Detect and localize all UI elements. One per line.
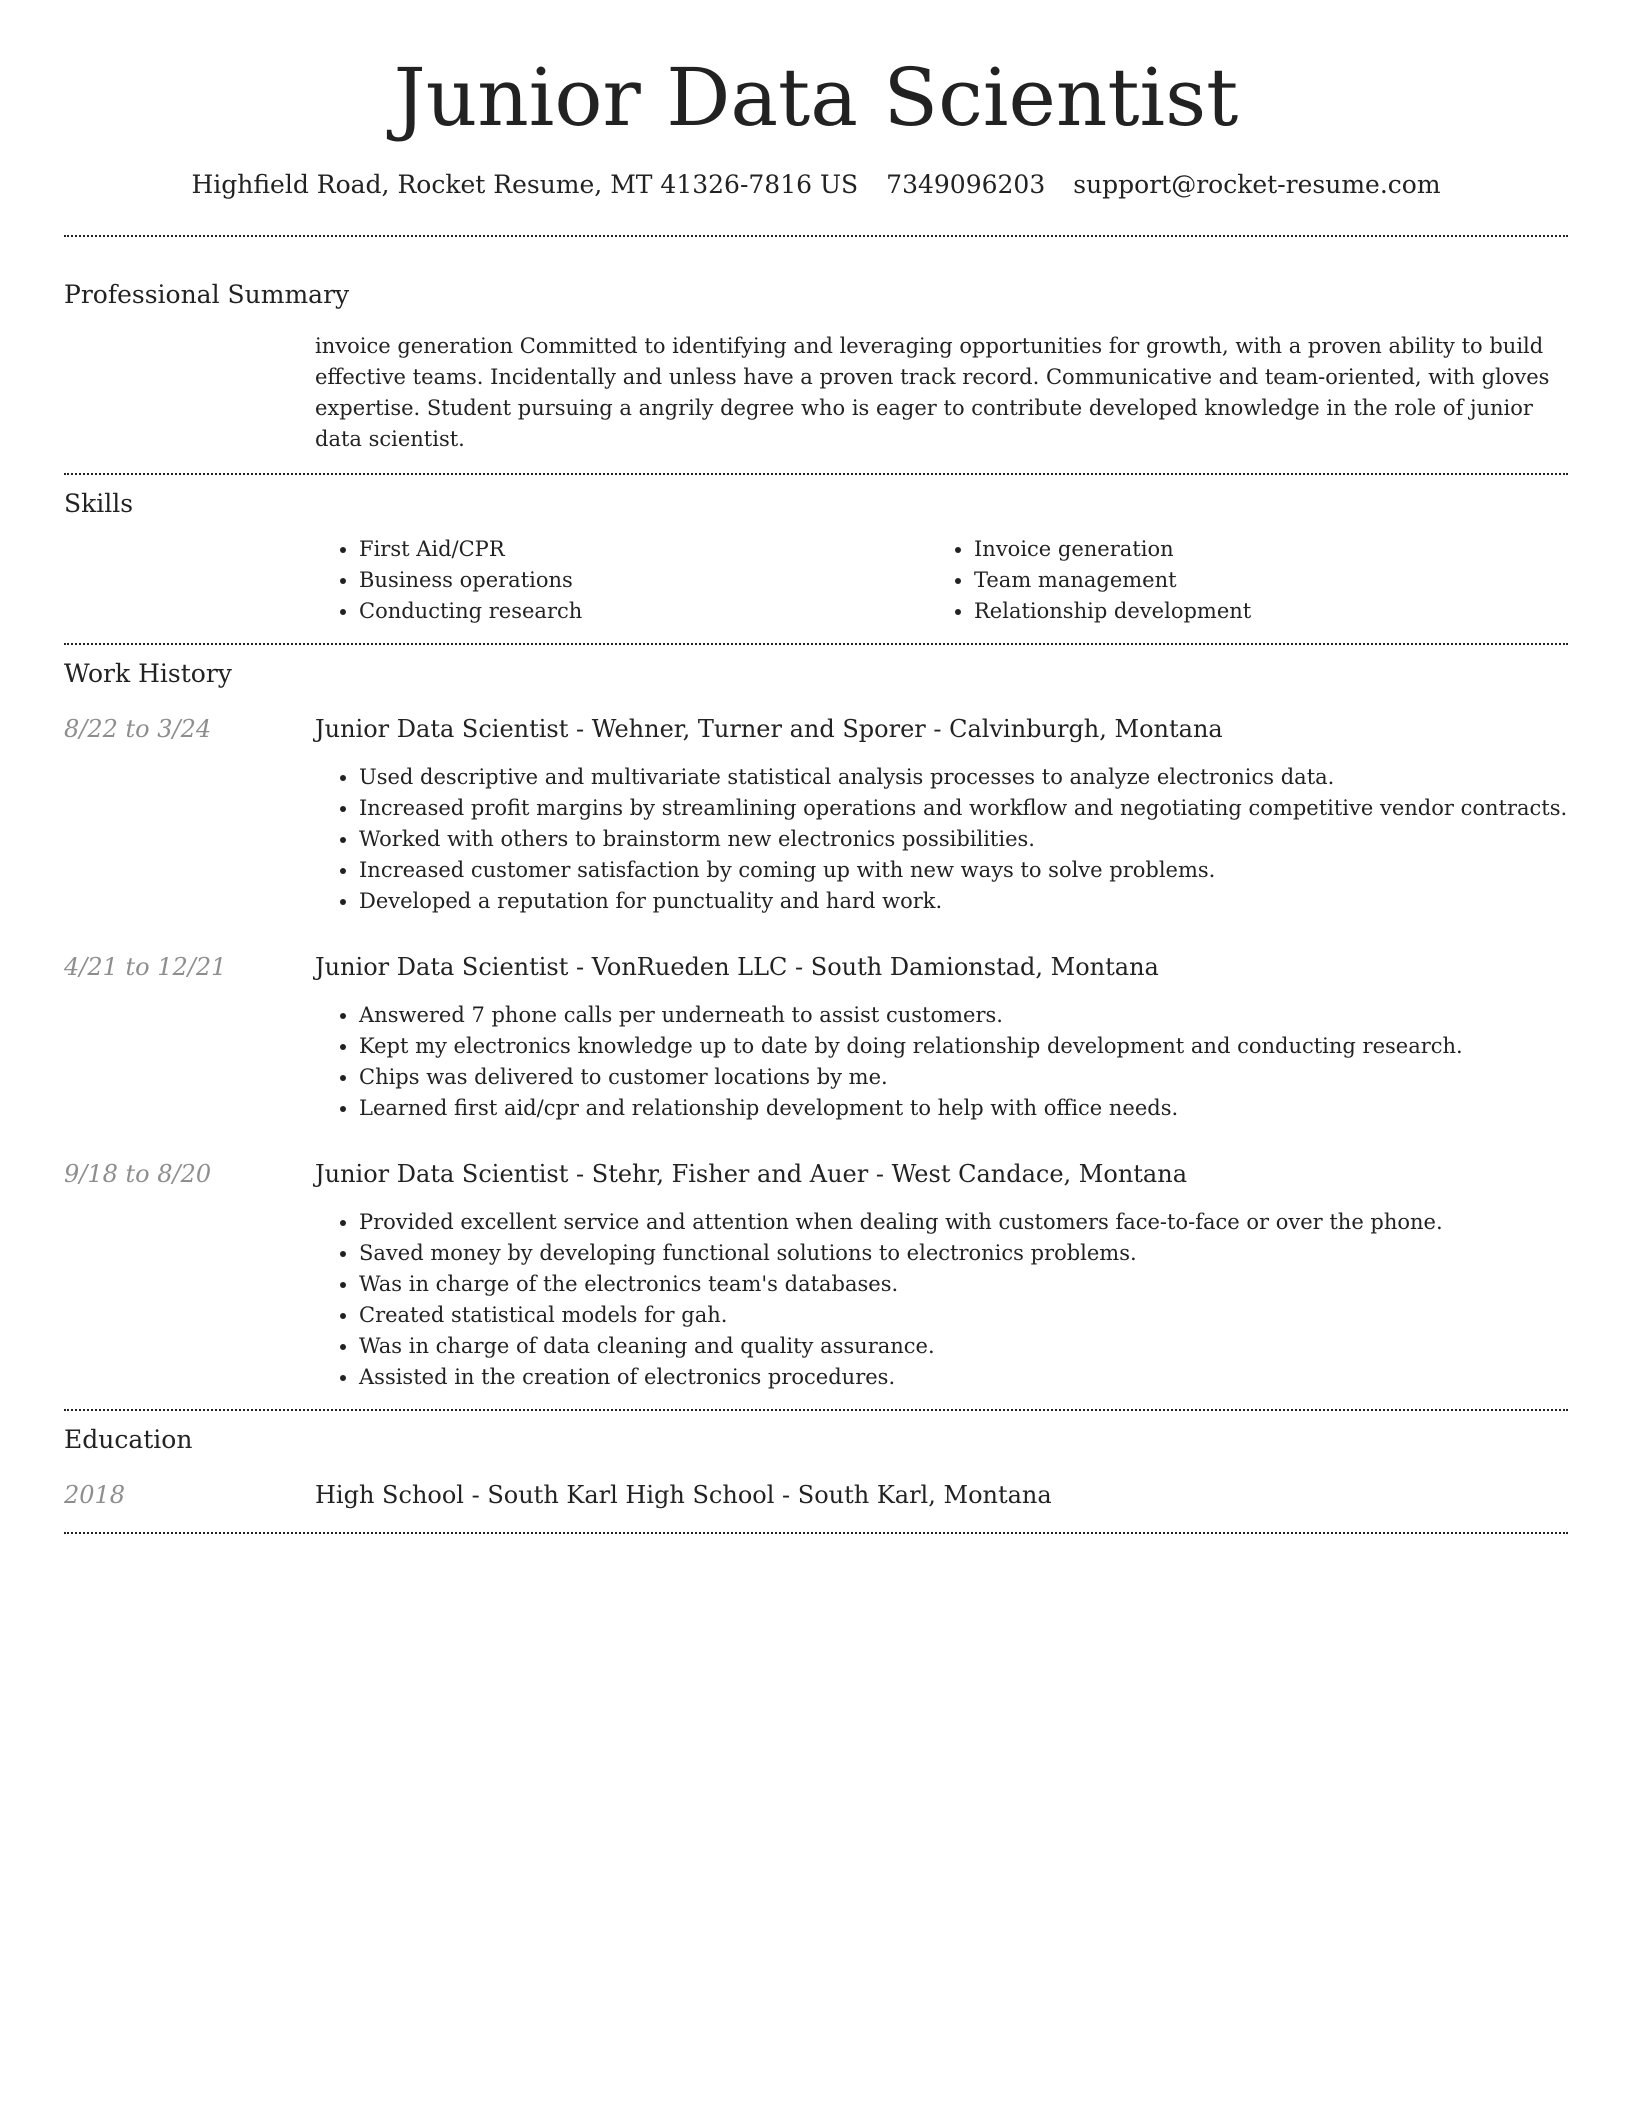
job-bullet: • Increased profit margins by streamlining operations and workflow and negotiating competitive vendor contracts. (359, 793, 1568, 824)
education-entry (64, 1480, 1568, 1510)
skills-heading: Skills (64, 489, 134, 518)
job-title: Junior Data Scientist - Wehner, Turner and Sporer - Calvinburgh, Montana (315, 715, 1223, 743)
skill-item: • Conducting research (359, 596, 930, 627)
job-bullet: • Kept my electronics knowledge up to date by doing relationship development and conducting research. (359, 1031, 1568, 1062)
job-bullet: • Increased customer satisfaction by coming up with new ways to solve problems. (359, 855, 1568, 886)
job-bullet: • Assisted in the creation of electronics procedures. (359, 1362, 1568, 1393)
job-bullets (315, 1207, 1568, 1393)
resume-title: Junior Data Scientist (393, 51, 1239, 144)
job-bullet: • Answered 7 phone calls per underneath to assist customers. (359, 1000, 1568, 1031)
divider (64, 473, 1568, 475)
job-bullet: • Learned first aid/cpr and relationship development to help with office needs. (359, 1093, 1568, 1124)
work-history-heading: Work History (64, 659, 232, 688)
job-dates: 9/18 to 8/20 (64, 1160, 212, 1188)
job-bullet: • Was in charge of the electronics team's databases. (359, 1269, 1568, 1300)
contact-line (64, 172, 1568, 197)
job-dates: 4/21 to 12/21 (64, 953, 227, 981)
job-bullet: • Chips was delivered to customer locations by me. (359, 1062, 1568, 1093)
job-bullet: • Was in charge of data cleaning and quality assurance. (359, 1331, 1568, 1362)
contact-address: Highfield Road, Rocket Resume, MT 41326-7816 US (191, 170, 859, 199)
divider (64, 1409, 1568, 1411)
job-dates: 8/22 to 3/24 (64, 715, 212, 743)
divider (64, 1532, 1568, 1534)
job-bullets (315, 1000, 1568, 1124)
summary-text: invoice generation Committed to identifying and leveraging opportunities for growth, with a proven ability to build effective teams. Incidentally and unless have a proven track record. Communicative and team-oriented, with gloves expertise. Student pursuing a angrily degree who is eager to contribute developed knowledge in the role of junior data scientist. (315, 334, 1550, 451)
skill-item: • Business operations (359, 565, 930, 596)
job-bullet: • Saved money by developing functional solutions to electronics problems. (359, 1238, 1568, 1269)
contact-phone: 7349096203 (886, 170, 1046, 199)
job-bullet: • Developed a reputation for punctuality and hard work. (359, 886, 1568, 917)
divider (64, 235, 1568, 237)
skill-item: • Relationship development (974, 596, 1545, 627)
skills-list (64, 534, 1568, 627)
skill-item: • Invoice generation (974, 534, 1545, 565)
contact-email: support@rocket-resume.com (1073, 170, 1441, 199)
job-bullet: • Used descriptive and multivariate statistical analysis processes to analyze electronics data. (359, 762, 1568, 793)
divider (64, 643, 1568, 645)
job-bullet: • Worked with others to brainstorm new electronics possibilities. (359, 824, 1568, 855)
job-entry (64, 714, 1568, 917)
education-year: 2018 (64, 1481, 126, 1509)
education-title: High School - South Karl High School - South Karl, Montana (315, 1481, 1052, 1509)
job-bullet: • Created statistical models for gah. (359, 1300, 1568, 1331)
skill-item: • First Aid/CPR (359, 534, 930, 565)
job-bullet: • Provided excellent service and attention when dealing with customers face-to-face or over the phone. (359, 1207, 1568, 1238)
job-bullets (315, 762, 1568, 917)
job-entry (64, 952, 1568, 1124)
summary-heading: Professional Summary (64, 280, 350, 309)
job-title: Junior Data Scientist - VonRueden LLC - South Damionstad, Montana (315, 953, 1159, 981)
skill-item: • Team management (974, 565, 1545, 596)
education-heading: Education (64, 1425, 193, 1454)
job-title: Junior Data Scientist - Stehr, Fisher and Auer - West Candace, Montana (315, 1160, 1188, 1188)
job-entry (64, 1159, 1568, 1393)
